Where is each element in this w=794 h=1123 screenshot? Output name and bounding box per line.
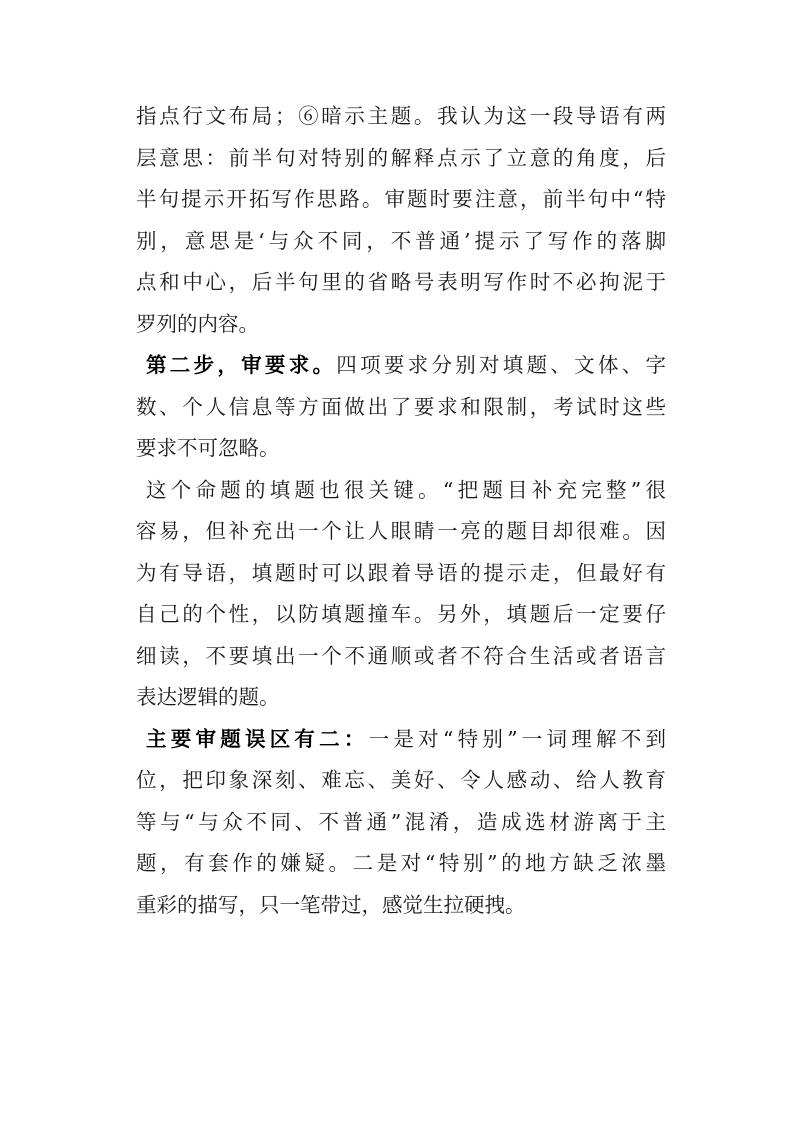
paragraph-line: 容易，但补充出一个让人眼睛一亮的题目却很难。因 bbox=[136, 519, 666, 543]
paragraph-line: 半句提示开拓写作思路。审题时要注意，前半句中“特 bbox=[136, 187, 666, 211]
paragraph-text: 一是对“特别”一词理解不到 bbox=[368, 726, 666, 751]
paragraph-line: 罗列的内容。 bbox=[136, 311, 259, 336]
paragraph-first-line bbox=[136, 719, 666, 761]
paragraph-first-line bbox=[136, 345, 666, 387]
paragraph-4 bbox=[136, 719, 666, 927]
paragraph-line: 表达逻辑的题。 bbox=[136, 685, 280, 709]
paragraph-line: 数、个人信息等方面做出了要求和限制，考试时这些 bbox=[136, 394, 666, 419]
paragraph-2 bbox=[136, 345, 666, 470]
paragraph-3 bbox=[136, 470, 666, 719]
paragraph-line: 自己的个性，以防填题撞车。另外，填题后一定要仔 bbox=[136, 602, 666, 626]
paragraph-line: 指点行文布局；⑥暗示主题。我认为这一段导语有两 bbox=[136, 104, 666, 128]
paragraph-line: 题，有套作的嫌疑。二是对“特别”的地方缺乏浓墨 bbox=[136, 851, 666, 875]
section-heading: 主要审题误区有二： bbox=[146, 726, 369, 751]
document-body bbox=[136, 96, 666, 926]
paragraph-line: 要求不可忽略。 bbox=[136, 436, 280, 460]
paragraph-line: 层意思：前半句对特别的解释点示了立意的角度，后 bbox=[136, 145, 666, 170]
paragraph-line: 为有导语，填题时可以跟着导语的提示走，但最好有 bbox=[136, 560, 666, 585]
paragraph-line: 位，把印象深刻、难忘、美好、令人感动、给人教育 bbox=[136, 768, 666, 792]
paragraph-1 bbox=[136, 96, 666, 345]
paragraph-line: 重彩的描写，只一笔带过，感觉生拉硬拽。 bbox=[136, 892, 526, 917]
paragraph-line: 等与“与众不同、不普通”混淆，造成选材游离于主 bbox=[136, 809, 666, 834]
step-heading: 第二步，审要求。 bbox=[146, 353, 337, 377]
paragraph-line: 点和中心，后半句里的省略号表明写作时不必拘泥于 bbox=[136, 270, 666, 294]
paragraph-line: 别，意思是‘与众不同，不普通’提示了写作的落脚 bbox=[136, 228, 666, 253]
paragraph-line: 这个命题的填题也很关键。“把题目补充完整”很 bbox=[146, 477, 666, 502]
paragraph-line: 细读，不要填出一个不通顺或者不符合生活或者语言 bbox=[136, 643, 666, 668]
paragraph-text: 四项要求分别对填题、文体、字 bbox=[336, 353, 667, 377]
